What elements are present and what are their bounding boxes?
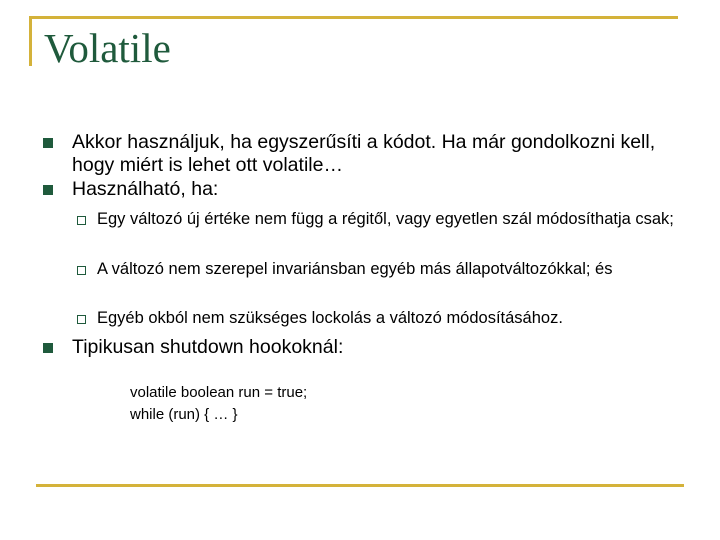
bullet-square-icon — [43, 138, 53, 148]
frame-bottom-line — [36, 484, 684, 487]
sub-bullet-square-icon — [77, 315, 86, 324]
slide-title: Volatile — [44, 25, 171, 71]
bullet-text-2: Használható, ha: — [72, 178, 219, 200]
bullet-text-1: Akkor használjuk, ha egyszerűsíti a kódot. Ha már gondolkozni kell, hogy miért is lehet ott volatile… — [72, 131, 656, 176]
bullet-text-3: Tipikusan shutdown hookoknál: — [72, 336, 344, 358]
bullet-square-icon — [43, 343, 53, 353]
code-line-1: volatile boolean run = true; — [130, 384, 308, 401]
bullet-square-icon — [43, 185, 53, 195]
frame-left-line — [29, 16, 32, 66]
frame-top-line — [32, 16, 678, 19]
sub-bullet-text-2: A változó nem szerepel invariánsban egyéb más állapotváltozókkal; és — [97, 260, 613, 278]
sub-bullet-text-3: Egyéb okból nem szükséges lockolás a változó módosításához. — [97, 309, 563, 327]
sub-bullet-square-icon — [77, 216, 86, 225]
sub-bullet-text-1: Egy változó új értéke nem függ a régitől, vagy egyetlen szál módosíthatja csak; — [97, 210, 674, 228]
sub-bullet-square-icon — [77, 266, 86, 275]
code-line-2: while (run) { … } — [130, 406, 238, 423]
